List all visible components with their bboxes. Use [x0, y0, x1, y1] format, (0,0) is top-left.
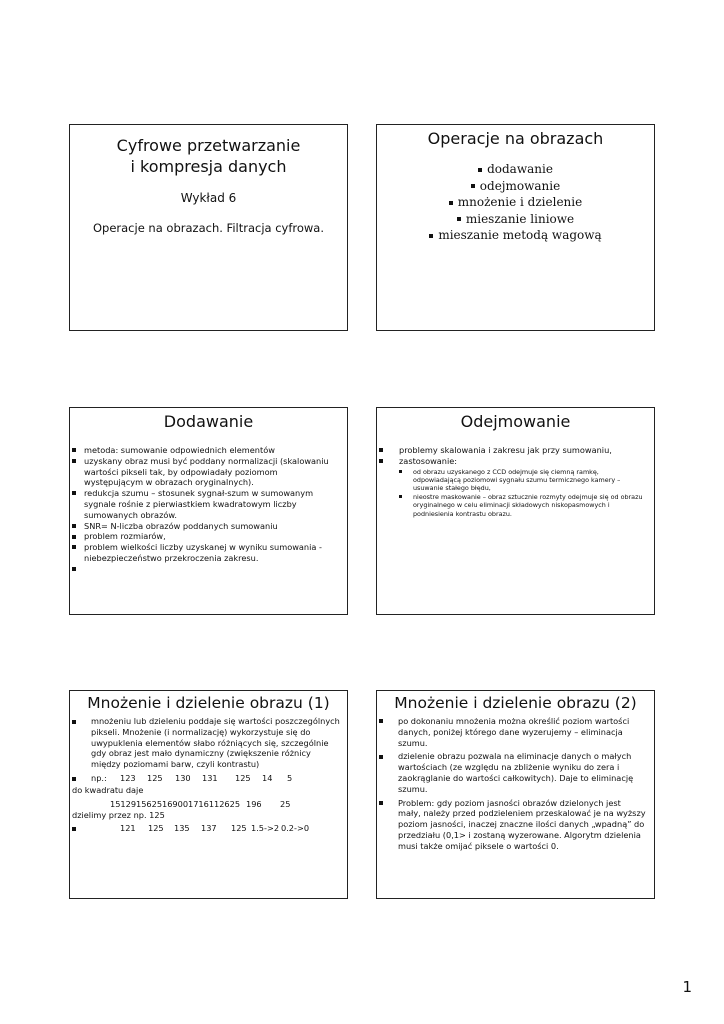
- lecture-topic: Operacje na obrazach. Filtracja cyfrowa.: [92, 221, 325, 235]
- list-item: zastosowanie: od obrazu uzyskanego z CCD odejmuje się ciemną ramkę, odpowiadającą poziomowi sygnału szumu termicznego kamery – usuwanie stałego błędu, nieostre maskowanie – obraz sztucznie rozmyty odejmuje się od obrazu oryginalnego w celu eliminacji składowych niskopasmowych i podniesienia kontrastu obrazu.: [379, 456, 646, 518]
- slide-subtraction: [376, 407, 655, 615]
- divide-label: dzielimy przez np. 125: [72, 810, 165, 821]
- slide-multiplication-1: [69, 690, 348, 899]
- list-item: problem rozmiarów,: [72, 531, 339, 542]
- example-row-1: np.: 123 125 130 131 125 14 5: [72, 773, 343, 784]
- example-row-3: 121 125 135 137 125 1.5->2 0.2->0: [72, 823, 343, 834]
- list-item: metoda: sumowanie odpowiednich elementów: [72, 445, 339, 456]
- slide-heading: Operacje na obrazach: [427, 129, 604, 148]
- operations-list: [377, 161, 654, 244]
- list-item: mieszanie liniowe: [377, 211, 654, 228]
- list-item: [72, 564, 339, 575]
- slide-heading: Odejmowanie: [460, 412, 571, 431]
- slide-operations: [376, 124, 655, 331]
- example-row-2: 1512915625169001716112625 196 25: [110, 798, 291, 809]
- list-item: po dokonaniu mnożenia można określić poziom wartości danych, poniżej którego dane wyzerujemy – eliminacja szumu.: [379, 716, 646, 748]
- slide-title: [69, 124, 348, 331]
- slide-addition: [69, 407, 348, 615]
- title-line-1: Cyfrowe przetwarzanie: [116, 136, 301, 155]
- subtraction-sublist: [399, 468, 646, 518]
- list-item: redukcja szumu – stosunek sygnał-szum w sumowanym sygnale rośnie z pierwiastkiem kwadratowym liczby sumowanych obrazów.: [72, 488, 339, 520]
- list-item: SNR= N-liczba obrazów poddanych sumowaniu: [72, 521, 339, 532]
- lecture-number: Wykład 6: [180, 191, 237, 205]
- list-item: uzyskany obraz musi być poddany normalizacji (skalowaniu wartości pikseli tak, by odpowiadały poziomom występującym w obrazach oryginalnych).: [72, 456, 339, 488]
- list-item: odejmowanie: [377, 178, 654, 195]
- sub-list-item: od obrazu uzyskanego z CCD odejmuje się ciemną ramkę, odpowiadającą poziomowi sygnału szumu termicznego kamery – usuwanie stałego błędu,: [399, 468, 646, 493]
- sub-list-item: nieostre maskowanie – obraz sztucznie rozmyty odejmuje się od obrazu oryginalnego w celu eliminacji składowych niskopasmowych i podniesienia kontrastu obrazu.: [399, 493, 646, 518]
- list-item: mnożeniu lub dzieleniu poddaje się wartości poszczególnych pikseli. Mnożenie (i normalizację) wykorzystuje się do uwypuklenia elementów słabo różniących się, szczególnie gdy obraz jest mało dynamiczny (zwiększenie różnicy między poziomami barw, czyli kontrastu): [72, 716, 343, 770]
- page-number: 1: [682, 978, 692, 996]
- addition-list: [72, 445, 339, 575]
- list-item: problem wielkości liczby uzyskanej w wyniku sumowania - niebezpieczeństwo przekroczenia zakresu.: [72, 542, 339, 564]
- slide-heading: Dodawanie: [163, 412, 254, 431]
- list-item: mieszanie metodą wagową: [377, 227, 654, 244]
- list-item: mnożenie i dzielenie: [377, 194, 654, 211]
- slide-heading: Mnożenie i dzielenie obrazu (1): [87, 694, 330, 712]
- square-label: do kwadratu daje: [72, 784, 144, 795]
- list-item: dzielenie obrazu pozwala na eliminacje danych o małych wartościach (ze względu na zbliżenie wyniku do zera i zaokrąglanie do wartości całkowitych). Daje to eliminację szumu.: [379, 751, 646, 794]
- title-line-2: i kompresja danych: [130, 157, 287, 176]
- multiplication-2-list: [379, 716, 646, 852]
- slide-heading: Mnożenie i dzielenie obrazu (2): [394, 694, 637, 712]
- list-item: dodawanie: [377, 161, 654, 178]
- multiplication-content: [72, 716, 343, 834]
- list-item: Problem: gdy poziom jasności obrazów dzielonych jest mały, należy przed podzieleniem przeskalować je na wyższy poziom jasności, inaczej znaczne ilości danych „wpadną” do przedziału (0,1> i zostaną wyzerowane. Algorytm dzielenia musi także omijać piksele o wartości 0.: [379, 798, 646, 852]
- slide-title-heading: [70, 135, 347, 177]
- slide-multiplication-2: [376, 690, 655, 899]
- example-label: np.:: [91, 772, 107, 783]
- list-item: problemy skalowania i zakresu jak przy sumowaniu,: [379, 445, 646, 456]
- subtraction-list: [379, 445, 646, 518]
